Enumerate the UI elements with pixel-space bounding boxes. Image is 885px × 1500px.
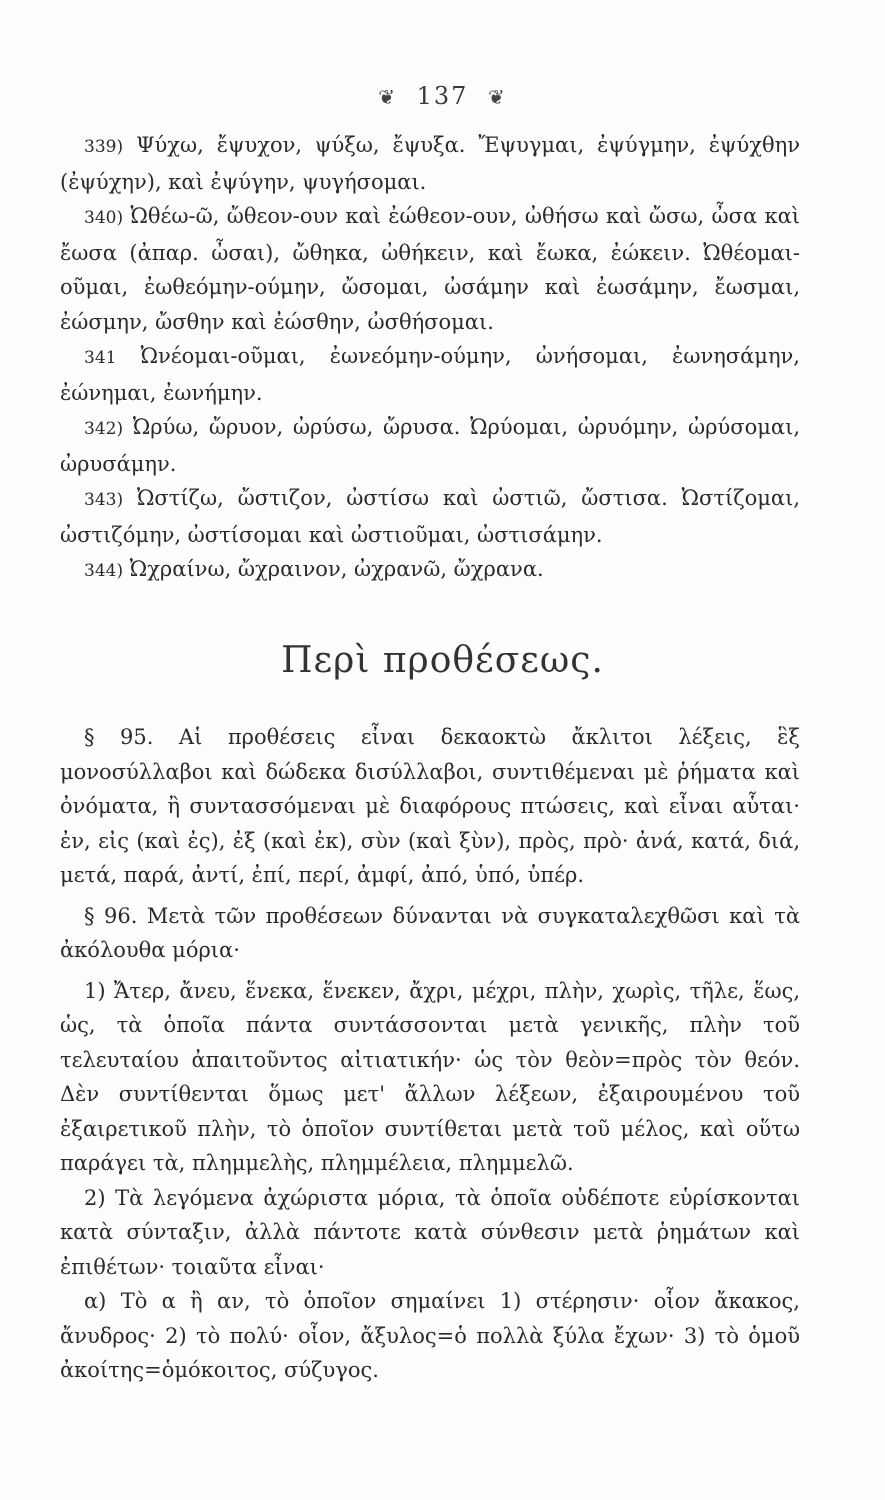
item-number: α) [84, 1289, 107, 1313]
entry-text: Ὠθέω-ῶ, ὤθεον-ουν καὶ ἐώθεον-ουν, ὠθήσω καὶ ὤσω, ὦσα καὶ ἔωσα (ἀπαρ. ὦσαι), ὤθηκα, ὠθήκειν, καὶ ἔωκα, ἐώκειν. Ὠθέομαι-οῦμαι, ἐωθεόμην-ούμην, ὤσομαι, ὠσάμην καὶ ἐωσάμην, ἔωσμαι, ἐώσμην, ὤσθην καὶ ἐώσθην, ὠσθήσομαι. [60, 204, 800, 334]
list-item-2 [60, 1181, 800, 1285]
entry-text: Ὠνέομαι-οῦμαι, ἐωνεόμην-ούμην, ὠνήσομαι, ἐωνησάμην, ἐώνημαι, ἐωνήμην. [60, 344, 800, 405]
entry-number: 342) [84, 419, 124, 439]
verb-entries [60, 128, 800, 589]
item-number: 1) [84, 978, 106, 1003]
page-header [0, 82, 885, 110]
entry-342 [60, 410, 800, 481]
entry-number: 340) [84, 208, 124, 228]
section-text: Μετὰ τῶν προθέσεων δύνανται νὰ συγκαταλεχθῶσι καὶ τὰ ἀκόλουθα μόρια· [60, 903, 800, 962]
entry-number: 341 [84, 348, 117, 368]
list-item-1 [60, 974, 800, 1181]
list-item-a [60, 1284, 800, 1388]
section-text: Αἱ προθέσεις εἶναι δεκαοκτὼ ἄκλιτοι λέξεις, ἓξ μονοσύλλαβοι καὶ δώδεκα δισύλλαβοι, συντιθέμεναι μὲ ῥήματα καὶ ὀνόματα, ἢ συντασσόμεναι μὲ διαφόρους πτώσεις, καὶ εἶναι αὗται· ἐν, εἰς (καὶ ἐς), ἐξ (καὶ ἐκ), σὺν (καὶ ξὺν), πρὸς, πρὸ· ἀνά, κατά, διά, μετά, παρά, ἀντί, ἐπί, περί, ἀμφί, ἀπό, ὑπό, ὑπέρ. [60, 725, 800, 887]
entry-341 [60, 339, 800, 410]
entry-text: Ὠχραίνω, ὤχραινον, ὠχρανῶ, ὤχρανα. [129, 557, 544, 581]
entry-number: 339) [84, 137, 124, 157]
prepositions-section [60, 720, 800, 1388]
section-heading: Περὶ προθέσεως. [281, 640, 604, 681]
entry-text: Ὠστίζω, ὤστιζον, ὠστίσω καὶ ὠστιῶ, ὤστισα. Ὠστίζομαι, ὠστιζόμην, ὠστίσομαι καὶ ὠστιοῦμαι, ὠστισάμην. [60, 486, 800, 547]
item-text: Ἄτερ, ἄνευ, ἕνεκα, ἕνεκεν, ἄχρι, μέχρι, πλὴν, χωρὶς, τῆλε, ἕως, ὡς, τὰ ὁποῖα πάντα συντάσσονται μετὰ γενικῆς, πλὴν τοῦ τελευταίου ἀπαιτοῦντος αἰτιατικήν· ὡς τὸν θεὸν=πρὸς τὸν θεόν. Δὲν συντίθενται ὅμως μετ' ἄλλων λέξεων, ἐξαιρουμένου τοῦ ἐξαιρετικοῦ πλὴν, τὸ ὁποῖον συντίθεται μετὰ τοῦ μέλος, καὶ οὕτω παράγει τὰ, πλημμελὴς, πλημμέλεια, πλημμελῶ. [60, 978, 800, 1175]
entry-number: 343) [84, 490, 124, 510]
page-number: 137 [416, 82, 469, 110]
entry-339 [60, 128, 800, 199]
entry-text: Ψύχω, ἔψυχον, ψύξω, ἔψυξα. Ἔψυγμαι, ἐψύγμην, ἐψύχθην (ἐψύχην), καὶ ἐψύγην, ψυγήσομαι. [60, 133, 800, 194]
item-text: Τὸ α ἢ αν, τὸ ὁποῖον σημαίνει 1) στέρησιν· οἷον ἄκακος, ἄνυδρος· 2) τὸ πολύ· οἷον, ἄξυλος=ὁ πολλὰ ξύλα ἔχων· 3) τὸ ὁμοῦ ἀκοίτης=ὁμόκοιτος, σύζυγος. [60, 1289, 800, 1382]
entry-text: Ὠρύω, ὤρυον, ὠρύσω, ὤρυσα. Ὠρύομαι, ὠρυόμην, ὠρύσομαι, ὠρυσάμην. [60, 415, 800, 476]
item-text: Τὰ λεγόμενα ἀχώριστα μόρια, τὰ ὁποῖα οὐδέποτε εὑρίσκονται κατὰ σύνταξιν, ἀλλὰ πάντοτε κατὰ σύνθεσιν μετὰ ῥημάτων καὶ ἐπιθέτων· τοιαῦτα εἶναι· [60, 1185, 800, 1279]
entry-340 [60, 199, 800, 339]
section-96 [60, 899, 800, 968]
item-number: 2) [84, 1185, 106, 1210]
entry-343 [60, 481, 800, 552]
entry-344 [60, 552, 800, 589]
left-ornament-icon: ❦ [378, 85, 397, 109]
section-95 [60, 720, 800, 893]
section-number: § 96. [84, 903, 138, 928]
right-ornament-icon: ❦ [488, 85, 507, 109]
section-number: § 95. [84, 725, 154, 749]
entry-number: 344) [84, 561, 124, 581]
